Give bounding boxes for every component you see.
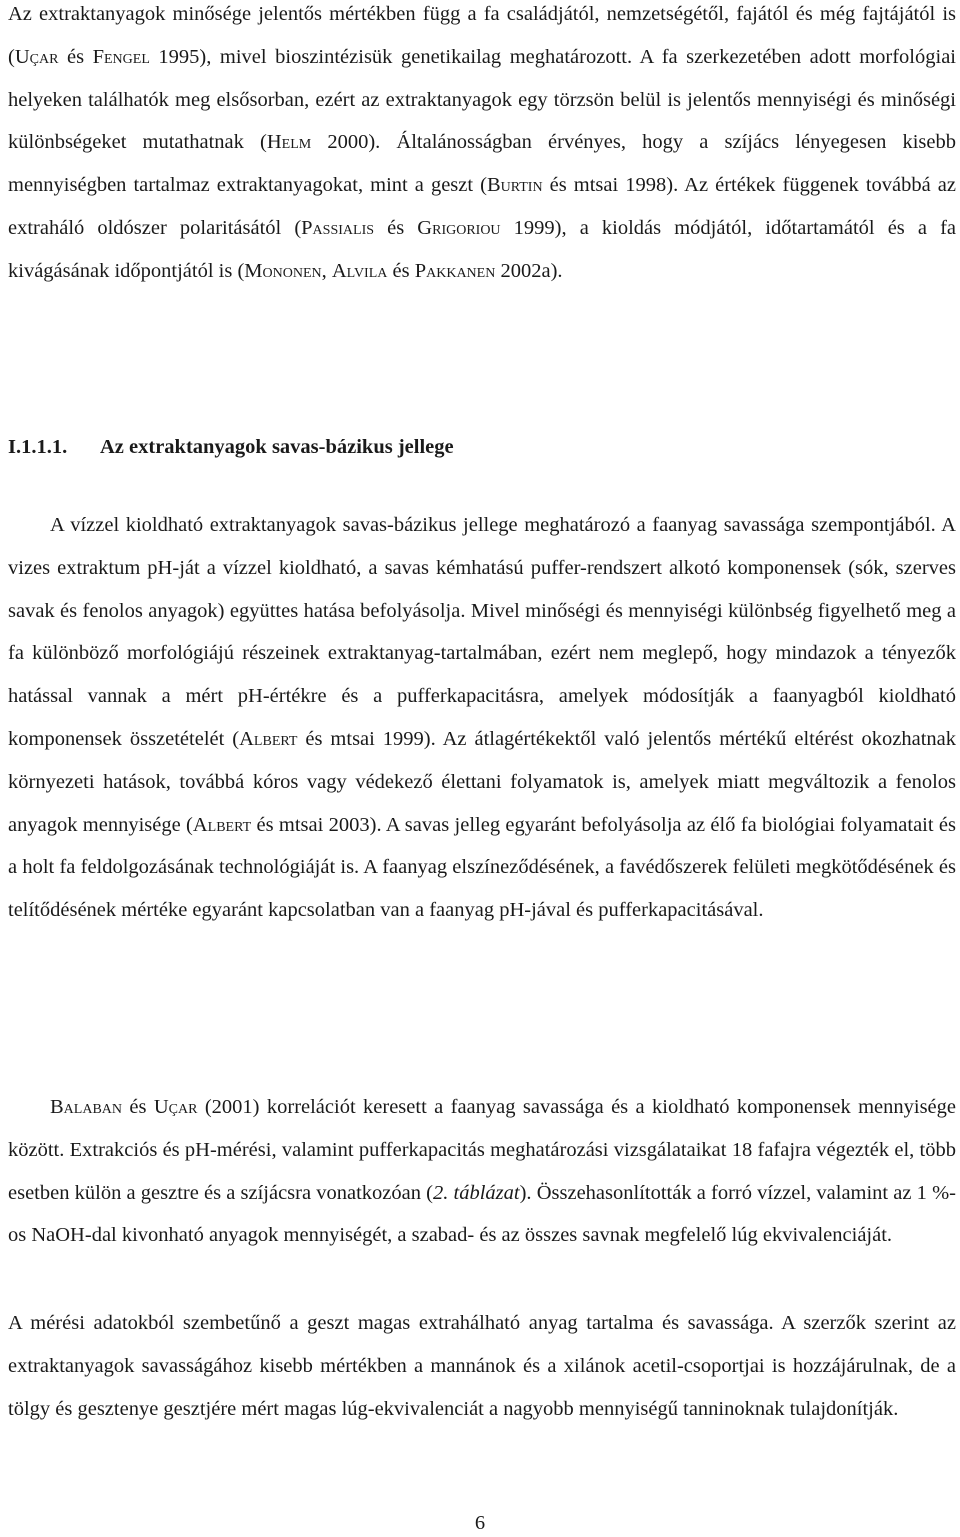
text-span: és (122, 1096, 154, 1118)
text-span: A mérési adatokból szembetűnő a geszt magas extrahálható anyag tartalma és savassága. A szerzők szerint az extraktanyagok savasságához kisebb mértékben a mannánok és a xilánok acetil-csoportjai is hozzájárulnak, de a tölgy és gesztenye gesztjére mért magas lúg-ekvivalenciát a nagyobb mennyiségű tanninoknak tulajdonítják. (8, 1312, 956, 1420)
text-span: és (374, 216, 418, 239)
citation-author: Burtin (486, 174, 543, 197)
citation-author: Albert (239, 727, 298, 750)
text-span: A vízzel kioldható extraktanyagok savas-bázikus jellege meghatározó a faanyag savassága szempontjából. A vizes extraktum pH-ját a vízzel kioldható, a savas kémhatású puffer-rendszert alkotó komponensek (sók, szerves savak és fenolos anyagok) együttes hatása befolyásolja. Mivel minőségi és mennyiségi különbség figyelhető meg a fa különböző morfológiájú részeinek extraktanyag-tartalmában, ezért nem meglepő, hogy mindazok a tényezők hatással vannak a mért pH-értékre és a pufferkapacitásra, amelyek módosítják a faanyagból kioldható komponensek összetételét ( (8, 514, 956, 750)
text-span: Az extraktanyagok minősége jelentős mértékben függ a fa családjától, nemzetségétől, fajától és még fajtájától is ( (8, 3, 956, 68)
citation-author: Mononen (244, 259, 322, 282)
paragraph-correlation-study (8, 1086, 956, 1257)
citation-author: Uçar (14, 45, 59, 68)
text-span: , (321, 259, 332, 282)
citation-author: Albert (192, 813, 252, 836)
text-span: 2000). Általánosságban érvényes, hogy a szíjács lényegesen kisebb mennyiségben tartalmaz extraktanyagokat, mint a geszt ( (8, 131, 956, 197)
text-span: és (58, 45, 93, 68)
paragraph-extractive-quality (8, 0, 956, 293)
text-span: és mtsai 2003). A savas jelleg egyaránt befolyásolja az élő fa biológiai folyamatait és a holt fa feldolgozásának technológiáját is. A faanyag elszíneződésének, a favédőszerek felületi megkötődésének és telítődésének mértéke egyaránt kapcsolatban van a faanyag pH-jával és pufferkapacitásával. (8, 813, 956, 922)
table-reference: 2. táblázat (432, 1181, 520, 1204)
citation-author: Uçar (153, 1096, 198, 1118)
text-span: ). Összehasonlították a forró vízzel, valamint az 1 %-os NaOH-dal kivonható anyagok mennyiségét, a szabad- és az összes savnak megfelelő lúg ekvivalenciáját. (8, 1181, 956, 1247)
citation-author: Helm (266, 131, 312, 154)
citation-author: Balaban (50, 1096, 123, 1118)
paragraph-measurement-results (8, 1302, 956, 1430)
text-span: 1995), mivel bioszintézisük genetikailag meghatározott. A fa szerkezetében adott morfológiai helyeken találhatók meg elsősorban, ezért az extraktanyagok egy törzsön belül is jelentős mennyiségi és minőségi különbségeket mutathatnak ( (8, 45, 956, 154)
section-heading (8, 426, 454, 468)
section-title: Az extraktanyagok savas-bázikus jellege (100, 436, 454, 458)
page-number: 6 (474, 1512, 486, 1534)
text-span: és mtsai 1998). Az értékek függenek továbbá az extraháló oldószer polaritásától ( (8, 174, 956, 239)
section-number: I.1.1.1. (8, 436, 68, 458)
text-span: (2001) korrelációt keresett a faanyag savassága és a kioldható komponensek mennyisége között. Extrakciós és pH-mérési, valamint pufferkapacitás meghatározási vizsgálataikat 18 fafajra végezték el, több esetben külön a gesztre és a szíjácsra vonatkozóan ( (8, 1096, 956, 1204)
text-span: és mtsai 1999). Az átlagértékektől való jelentős mértékű eltérést okozhatnak környezeti hatások, továbbá kóros vagy védekező élettani folyamatok is, amelyek miatt megváltozik a fenolos anyagok mennyisége ( (8, 727, 956, 836)
citation-author: Pakkanen (414, 259, 496, 282)
text-span: 1999), a kioldás módjától, időtartamától és a fa kivágásának időpontjától is ( (8, 216, 956, 282)
citation-author: Grigoriou (417, 216, 501, 239)
citation-author: Alvila (331, 259, 388, 282)
citation-author: Fengel (92, 45, 150, 68)
paragraph-acid-base-character (8, 504, 956, 932)
text-span: 2002a). (495, 259, 563, 282)
text-span: és (387, 259, 415, 282)
citation-author: Passialis (301, 216, 375, 239)
